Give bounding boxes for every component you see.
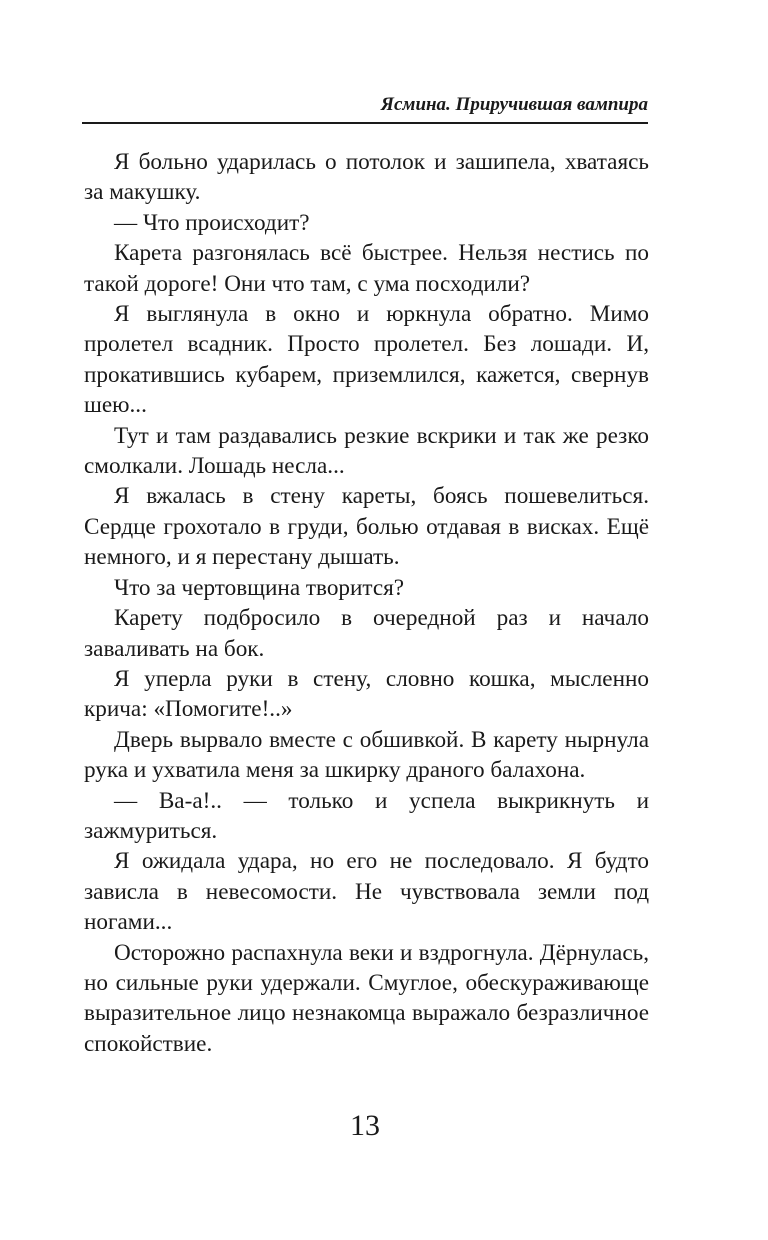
paragraph: Я уперла руки в стену, словно кошка, мысленно крича: «Помогите!..» xyxy=(84,665,649,723)
paragraph: Карета разгонялась всё быстрее. Нельзя нестись по такой дороге! Они что там, с ума посходили? xyxy=(84,240,649,297)
running-head-title: Ясмина. Приручившая вампира xyxy=(380,94,648,115)
paragraph: — Что происходит? xyxy=(114,209,310,236)
paragraph: Я ожидала удара, но его не последовало. Я будто зависла в невесомости. Не чувствовала земли под ногами... xyxy=(84,848,649,936)
paragraph: Тут и там раздавались резкие вскрики и так же резко смолкали. Лошадь несла... xyxy=(84,422,649,480)
paragraph: Карету подбросило в очередной раз и начало заваливать на бок. xyxy=(84,605,649,662)
paragraph: Осторожно распахнула веки и вздрогнула. Дёрнулась, но сильные руки удержали. Смуглое, обескураживающе выразительное лицо незнакомца выражало безразличное спокойствие. xyxy=(84,939,649,1057)
header-rule xyxy=(82,122,648,124)
paragraph: Я больно ударилась о потолок и зашипела, хватаясь за макушку. xyxy=(84,149,649,206)
paragraph: Я вжалась в стену кареты, боясь пошевелиться. Сердце грохотало в груди, болью отдавая в висках. Ещё немного, и я перестану дышать. xyxy=(84,483,649,571)
paragraph: — Ва-а!.. — только и успела выкрикнуть и зажмуриться. xyxy=(84,787,649,844)
page-number: 13 xyxy=(350,1109,380,1142)
paragraph: Я выглянула в окно и юркнула обратно. Мимо пролетел всадник. Просто пролетел. Без лошади. И, прокатившись кубарем, приземлился, кажется, свернув шею... xyxy=(84,301,649,419)
body-text xyxy=(84,147,649,1059)
paragraph: Дверь вырвало вместе с обшивкой. В карету нырнула рука и ухватила меня за шкирку драного балахона. xyxy=(84,726,649,784)
paragraph: Что за чертовщина творится? xyxy=(114,574,405,601)
